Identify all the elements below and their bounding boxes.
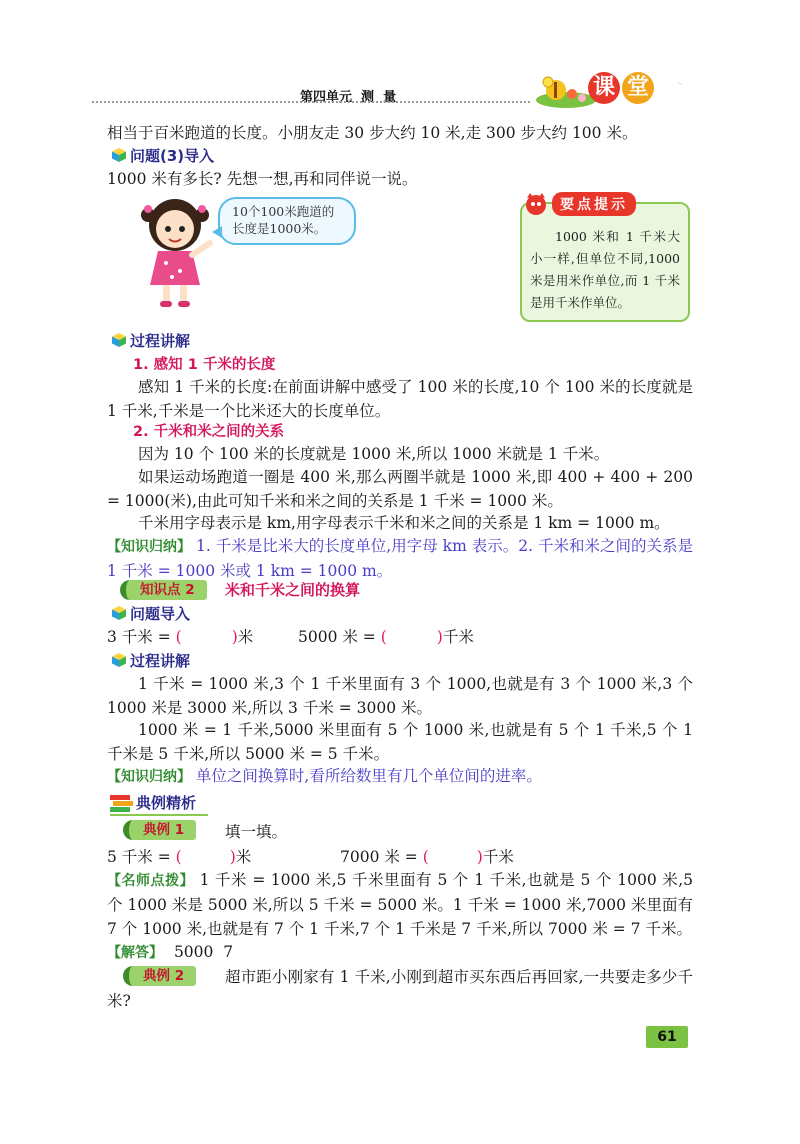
qb-unit: 千米 [442,628,474,646]
cube-icon [112,653,126,667]
ex1a-unit: 米 [235,848,252,866]
brand-char-2: 堂 [622,72,654,104]
ex1-tag: 典例 1 [123,820,196,840]
stacked-books-icon [110,793,134,813]
ex2-tag: 典例 2 [123,966,196,986]
kp2-process-heading: 过程讲解 [130,652,191,670]
qb-text: 5000 米 = [298,628,376,646]
qa-unit: 米 [237,628,254,646]
brand-badge [528,70,728,110]
ex1a-text: 5 千米 = [107,848,171,866]
cube-icon [112,606,126,620]
examples-section-title: 典例精析 [136,794,197,812]
process1-heading: 过程讲解 [130,332,191,350]
ex1-prompt: 填一填。 [225,823,288,841]
speech-tail [212,226,222,238]
kp2-para-1: 1 千米 = 1000 米,3 个 1 千米里面有 3 个 1000,也就是有 3 个 1000 米,3 个 1000 米是 3000 米,所以 3 千米 = 3000 米。 [107,675,693,717]
ex1-answer [107,940,693,965]
answer-label: 【解答】 [107,945,163,961]
tip-text: 1000 米和 1 千米大小一样,但单位不同,1000 米是用米作单位,而 1 千米是用千米作单位。 [530,229,680,310]
cat-face-icon [524,192,548,216]
examples-section-header [110,790,210,816]
q3-question: 1000 米有多长? 先想一想,再和同伴说一说。 [107,170,418,188]
unit-title: 第四单元 测 量 [300,90,397,105]
brand-char-1: 课 [588,72,620,104]
ex1b-text: 7000 米 = [340,848,418,866]
blank-open: ( [175,848,182,866]
tip-title [524,192,636,216]
q3-heading: 问题(3)导入 [130,147,215,165]
kp2-title: 米和千米之间的换算 [225,581,361,599]
intro-line: 相当于百米跑道的长度。小朋友走 30 步大约 10 米,走 300 步大约 100 米。 [107,124,638,142]
kp2-tag: 知识点 2 [120,580,207,600]
tip-box [520,202,690,322]
s2-title: 2. 千米和米之间的关系 [133,424,285,440]
brand-char-4: 解 [686,71,715,104]
answer-text: 5000 7 [173,943,234,961]
summary-2 [107,764,693,789]
blank-open: ( [380,628,387,646]
cube-icon [112,333,126,347]
summary-label: 【知识归纳】 [107,769,191,785]
speech-bubble [218,197,356,245]
section-underline [110,814,208,816]
ex1b-unit: 千米 [482,848,514,866]
ex1-blank-a [107,845,251,869]
s2-para-3: 千米用字母表示是 km,用字母表示千米和米之间的关系是 1 km = 1000 m。 [138,514,670,532]
summary-text: 单位之间换算时,看所给数里有几个单位间的进率。 [191,767,542,785]
ex2-text: 超市距小刚家有 1 千米,小刚到超市买东西后再回家,一共要走多少千米? [107,968,693,1010]
cube-icon [112,148,126,162]
s1-text: 感知 1 千米的长度:在前面讲解中感受了 100 米的长度,10 个 100 米的长度就是 1 千米,千米是一个比米还大的长度单位。 [107,378,693,420]
kp2-question-b [298,625,474,649]
page-number: 61 [646,1026,688,1048]
blank-close: ) [231,628,238,646]
blank-close: ) [436,628,443,646]
s2-para-2: 如果运动场跑道一圈是 400 米,那么两圈半就是 1000 米,即 400 + 400 + 200 = 1000(米),由此可知千米和米之间的关系是 1 千米 = 1000 米。 [107,468,693,510]
header-dotted-rule [92,101,530,103]
hint-label: 【名师点拨】 [107,873,195,889]
summary-text: 1. 千米是比米大的长度单位,用字母 km 表示。2. 千米和米之间的关系是 1 千米 = 1000 米或 1 km = 1000 m。 [107,537,694,580]
hint-text: 1 千米 = 1000 米,5 千米里面有 5 个 1 千米,也就是 5 个 1000 米,5 个 1000 米是 5000 米,所以 5 千米 = 5000 米。1 千米 = 1000 米,7000 米里面有 7 个 1000 米,也就是有 7 个 1 千米,7 个 1 千米是 7 千米,所以 7000 米 = 7 千米。 [107,871,694,938]
bee-mascot-icon [528,70,596,110]
summary-1 [107,534,693,583]
brand-title [588,70,714,108]
qa-text: 3 千米 = [107,628,171,646]
blank-open: ( [175,628,182,646]
kp2-para-2: 1000 米 = 1 千米,5000 米里面有 5 个 1000 米,也就是有 5 个 1 千米,5 个 1 千米是 5 千米,所以 5000 米 = 5 千米。 [107,721,693,763]
tip-title-text: 要点提示 [552,192,636,216]
speech-text: 10个100米跑道的长度是1000米。 [232,204,335,236]
s1-title: 1. 感知 1 千米的长度 [133,357,276,373]
ex1-hint [107,868,693,941]
summary-label: 【知识归纳】 [107,539,192,555]
blank-close: ) [229,848,236,866]
brand-char-3: 全 [656,71,685,104]
s2-para-1: 因为 10 个 100 米的长度就是 1000 米,所以 1000 米就是 1 千米。 [138,445,610,463]
girl-illustration [130,193,220,313]
blank-close: ) [476,848,483,866]
kp2-question-a [107,625,253,649]
blank-open: ( [422,848,429,866]
kp2-intro-heading: 问题导入 [130,605,191,623]
ex1-blank-b [340,845,514,869]
